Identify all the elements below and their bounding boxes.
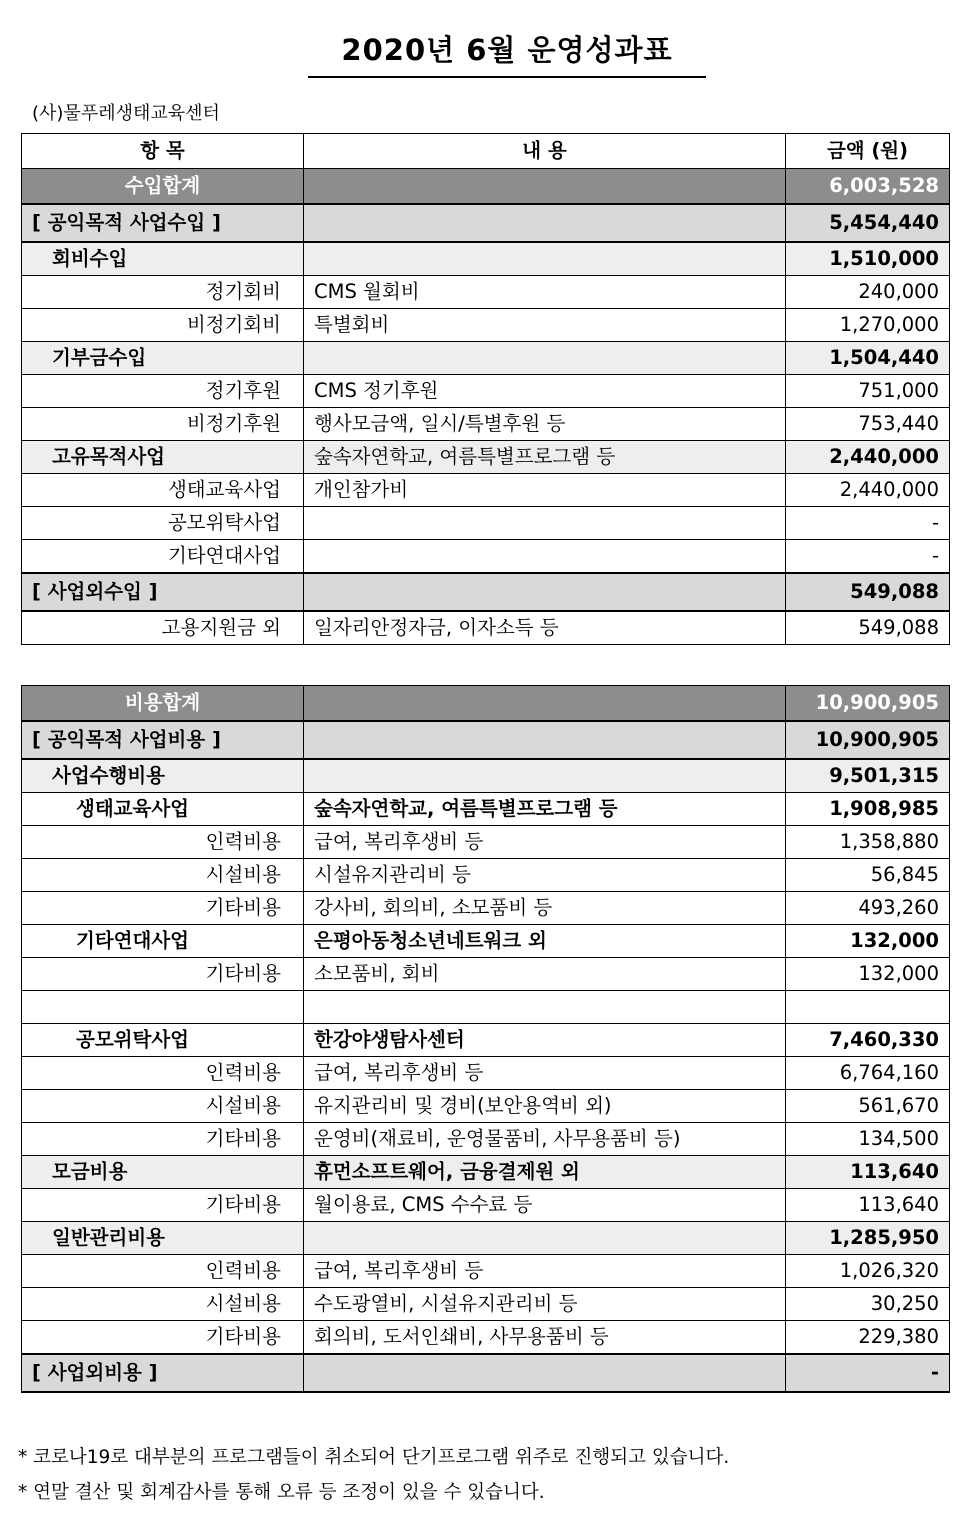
row-content: 행사모금액, 일시/특별후원 등 xyxy=(304,408,786,441)
row-name: 인력비용 xyxy=(22,1255,304,1288)
row-content xyxy=(304,507,786,540)
row-name: 기타연대사업 xyxy=(22,540,304,574)
income-item-row xyxy=(22,408,950,441)
row-content: CMS 정기후원 xyxy=(304,375,786,408)
expense-item-row xyxy=(22,892,950,925)
page-title: 2020년 6월 운영성과표 xyxy=(341,33,673,67)
row-name: 생태교육사업 xyxy=(22,793,304,826)
row-amount: 753,440 xyxy=(786,408,950,441)
row-name: 정기회비 xyxy=(22,276,304,309)
row-amount: - xyxy=(786,507,950,540)
row-content xyxy=(304,204,786,242)
expense-project-row xyxy=(22,793,950,826)
row-amount: 2,440,000 xyxy=(786,474,950,507)
row-amount: 1,270,000 xyxy=(786,309,950,342)
row-content: 급여, 복리후생비 등 xyxy=(304,1057,786,1090)
income-table xyxy=(21,133,950,645)
footnotes xyxy=(18,1440,729,1510)
expense-item-row xyxy=(22,1123,950,1156)
row-amount: 1,026,320 xyxy=(786,1255,950,1288)
row-name: 시설비용 xyxy=(22,859,304,892)
row-content: 휴먼소프트웨어, 금융결제원 외 xyxy=(304,1156,786,1189)
expense-item-row xyxy=(22,1321,950,1355)
row-content: 월이용료, CMS 수수료 등 xyxy=(304,1189,786,1222)
row-amount: 240,000 xyxy=(786,276,950,309)
table-header xyxy=(22,134,950,169)
row-name: 고용지원금 외 xyxy=(22,611,304,645)
row-amount: 10,900,905 xyxy=(786,686,950,722)
row-name: 시설비용 xyxy=(22,1288,304,1321)
row-amount: 1,504,440 xyxy=(786,342,950,375)
row-content: 시설유지관리비 등 xyxy=(304,859,786,892)
row-content: 개인참가비 xyxy=(304,474,786,507)
row-content: 급여, 복리후생비 등 xyxy=(304,826,786,859)
row-amount: 5,454,440 xyxy=(786,204,950,242)
row-name: 사업수행비용 xyxy=(22,759,304,793)
income-subcategory-row xyxy=(22,242,950,276)
income-category-row xyxy=(22,204,950,242)
row-content xyxy=(304,1222,786,1255)
row-name: 기타비용 xyxy=(22,1123,304,1156)
organization-name: (사)물푸레생태교육센터 xyxy=(32,103,220,124)
row-name: 생태교육사업 xyxy=(22,474,304,507)
row-amount: 6,003,528 xyxy=(786,169,950,205)
row-name: 기타비용 xyxy=(22,1189,304,1222)
expense-item-row xyxy=(22,1057,950,1090)
expense-item-row xyxy=(22,958,950,991)
row-amount: 549,088 xyxy=(786,573,950,611)
income-category-row xyxy=(22,573,950,611)
row-name: 수입합계 xyxy=(22,169,304,205)
income-subcategory-row xyxy=(22,342,950,375)
row-name: 공모위탁사업 xyxy=(22,1024,304,1057)
row-name: 기타비용 xyxy=(22,892,304,925)
expense-project-row xyxy=(22,1024,950,1057)
income-item-row xyxy=(22,611,950,645)
row-name: 기타비용 xyxy=(22,958,304,991)
row-content xyxy=(304,540,786,574)
expense-item-row xyxy=(22,1288,950,1321)
row-name: 기타연대사업 xyxy=(22,925,304,958)
row-content xyxy=(304,573,786,611)
income-item-row xyxy=(22,540,950,574)
expense-item-row xyxy=(22,1255,950,1288)
row-amount: - xyxy=(786,1354,950,1392)
income-item-row xyxy=(22,507,950,540)
expense-table xyxy=(21,685,950,1393)
row-content xyxy=(304,721,786,759)
row-amount: 493,260 xyxy=(786,892,950,925)
row-content xyxy=(304,169,786,205)
row-content xyxy=(304,1354,786,1392)
row-content: 강사비, 회의비, 소모품비 등 xyxy=(304,892,786,925)
row-amount: 229,380 xyxy=(786,1321,950,1355)
row-amount: 1,908,985 xyxy=(786,793,950,826)
row-name: 기부금수입 xyxy=(22,342,304,375)
footnote: * 코로나19로 대부분의 프로그램들이 취소되어 단기프로그램 위주로 진행되고 있습니다. xyxy=(18,1447,730,1468)
row-name: 일반관리비용 xyxy=(22,1222,304,1255)
header-content: 내 용 xyxy=(304,134,786,169)
row-content xyxy=(304,242,786,276)
row-name: 인력비용 xyxy=(22,826,304,859)
row-name: 고유목적사업 xyxy=(22,441,304,474)
expense-total-row xyxy=(22,686,950,722)
row-name: 비정기회비 xyxy=(22,309,304,342)
row-amount: 56,845 xyxy=(786,859,950,892)
row-name: 회비수입 xyxy=(22,242,304,276)
row-content xyxy=(304,759,786,793)
row-content: CMS 월회비 xyxy=(304,276,786,309)
expense-subcategory-row xyxy=(22,1156,950,1189)
empty-cell xyxy=(304,991,786,1024)
row-amount: - xyxy=(786,540,950,574)
row-content: 소모품비, 회비 xyxy=(304,958,786,991)
header-amount: 금액 (원) xyxy=(786,134,950,169)
row-amount: 10,900,905 xyxy=(786,721,950,759)
row-content xyxy=(304,342,786,375)
row-name: [ 공익목적 사업비용 ] xyxy=(22,721,304,759)
row-content: 급여, 복리후생비 등 xyxy=(304,1255,786,1288)
income-item-row xyxy=(22,474,950,507)
row-content: 특별회비 xyxy=(304,309,786,342)
row-name: 정기후원 xyxy=(22,375,304,408)
row-name: 시설비용 xyxy=(22,1090,304,1123)
row-amount: 1,510,000 xyxy=(786,242,950,276)
row-name: 비용합계 xyxy=(22,686,304,722)
expense-subcategory-row xyxy=(22,759,950,793)
row-amount: 561,670 xyxy=(786,1090,950,1123)
row-amount: 751,000 xyxy=(786,375,950,408)
row-name: [ 사업외수입 ] xyxy=(22,573,304,611)
expense-subcategory-row xyxy=(22,1222,950,1255)
row-content: 은평아동청소년네트워크 외 xyxy=(304,925,786,958)
row-name: 공모위탁사업 xyxy=(22,507,304,540)
row-content: 숲속자연학교, 여름특별프로그램 등 xyxy=(304,441,786,474)
expense-category-row xyxy=(22,721,950,759)
row-amount: 1,285,950 xyxy=(786,1222,950,1255)
row-amount: 132,000 xyxy=(786,925,950,958)
empty-cell xyxy=(786,991,950,1024)
income-total-row xyxy=(22,169,950,205)
income-item-row xyxy=(22,375,950,408)
row-content xyxy=(304,686,786,722)
income-item-row xyxy=(22,276,950,309)
expense-project-row xyxy=(22,925,950,958)
income-subcategory-row xyxy=(22,441,950,474)
row-content: 운영비(재료비, 운영물품비, 사무용품비 등) xyxy=(304,1123,786,1156)
row-amount: 113,640 xyxy=(786,1156,950,1189)
row-content: 유지관리비 및 경비(보안용역비 외) xyxy=(304,1090,786,1123)
row-content: 수도광열비, 시설유지관리비 등 xyxy=(304,1288,786,1321)
row-amount: 7,460,330 xyxy=(786,1024,950,1057)
row-content: 회의비, 도서인쇄비, 사무용품비 등 xyxy=(304,1321,786,1355)
row-amount: 2,440,000 xyxy=(786,441,950,474)
empty-row xyxy=(22,991,950,1024)
row-amount: 9,501,315 xyxy=(786,759,950,793)
expense-item-row xyxy=(22,859,950,892)
row-name: 인력비용 xyxy=(22,1057,304,1090)
expense-item-row xyxy=(22,826,950,859)
footnote: * 연말 결산 및 회계감사를 통해 오류 등 조정이 있을 수 있습니다. xyxy=(18,1482,545,1503)
expense-item-row xyxy=(22,1189,950,1222)
row-amount: 6,764,160 xyxy=(786,1057,950,1090)
expense-category-row xyxy=(22,1354,950,1392)
row-name: 비정기후원 xyxy=(22,408,304,441)
row-amount: 549,088 xyxy=(786,611,950,645)
title-underline xyxy=(308,76,706,78)
row-content: 숲속자연학교, 여름특별프로그램 등 xyxy=(304,793,786,826)
expense-item-row xyxy=(22,1090,950,1123)
row-content: 일자리안정자금, 이자소득 등 xyxy=(304,611,786,645)
row-name: 모금비용 xyxy=(22,1156,304,1189)
row-content: 한강야생탐사센터 xyxy=(304,1024,786,1057)
row-amount: 30,250 xyxy=(786,1288,950,1321)
row-name: 기타비용 xyxy=(22,1321,304,1355)
income-item-row xyxy=(22,309,950,342)
row-amount: 132,000 xyxy=(786,958,950,991)
row-name: [ 공익목적 사업수입 ] xyxy=(22,204,304,242)
row-name: [ 사업외비용 ] xyxy=(22,1354,304,1392)
empty-cell xyxy=(22,991,304,1024)
row-amount: 1,358,880 xyxy=(786,826,950,859)
row-amount: 113,640 xyxy=(786,1189,950,1222)
row-amount: 134,500 xyxy=(786,1123,950,1156)
header-item: 항 목 xyxy=(22,134,304,169)
